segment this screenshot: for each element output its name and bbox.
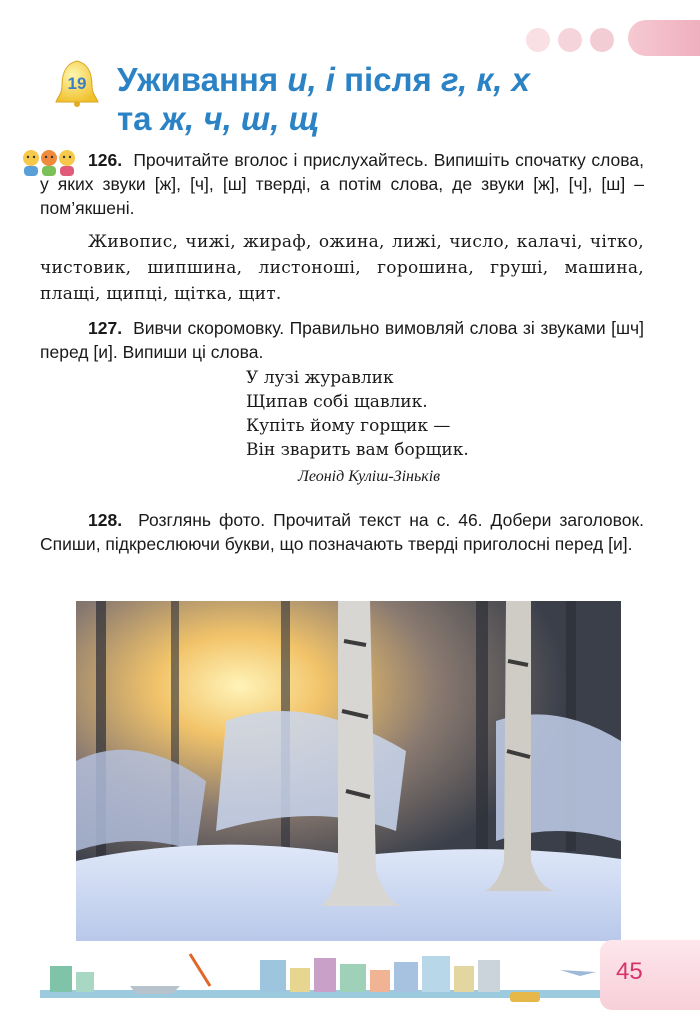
title-letters-2: г, к, х (440, 61, 530, 98)
lesson-number: 19 (67, 74, 87, 93)
poem-author: Леонід Куліш-Зіньків (298, 468, 441, 485)
lesson-badge (52, 58, 102, 108)
title-text-3: та (117, 100, 161, 137)
word-list: Живопис, чижі, жираф, ожина, лижі, число, калачі, чітко, чистовик, шипшина, листоноші, горошина, груші, машина, плащі, щипці, щітка, щит. (40, 232, 644, 304)
exercise-126 (40, 148, 644, 220)
poem-line: Щипав собі щавлик. (246, 392, 428, 412)
tongue-twister-poem (246, 366, 546, 462)
title-letters-3: ж, ч, ш, щ (160, 100, 320, 137)
poem-line: Він зварить вам борщик. (246, 440, 469, 460)
winter-forest-photo (76, 601, 621, 941)
poem-line: У лузі журавлик (246, 368, 394, 388)
title-letters-1: и, і (287, 61, 335, 98)
exercise-text: Розглянь фото. Прочитай текст на с. 46. Добери заголовок. Спиши, підкреслюючи букви, що позначають тверді приголосні перед [и]. (40, 510, 644, 554)
exercise-text: Прочитайте вголос і прислухайтесь. Випишіть спочатку слова, у яких звуки [ж], [ч], [ш] тверді, а потім слова, де звуки [ж], [ч], [ш] – пом’якшені. (40, 150, 644, 218)
city-strip-illustration (40, 950, 600, 1010)
page-number: 45 (616, 958, 643, 985)
exercise-128 (40, 508, 644, 556)
title-text-2: після (334, 61, 441, 98)
lesson-title (117, 60, 677, 138)
exercise-text: Вивчи скоромовку. Правильно вимовляй слова зі звуками [шч] перед [и]. Випиши ці слова. (40, 318, 644, 362)
title-text-1: Уживання (117, 61, 288, 98)
exercise-number: 128. (88, 510, 123, 530)
exercise-127 (40, 316, 644, 364)
poem-line: Купіть йому горщик — (246, 416, 451, 436)
header-dots-decoration (520, 22, 700, 58)
exercise-number: 127. (88, 318, 123, 338)
exercise-number: 126. (88, 150, 123, 170)
